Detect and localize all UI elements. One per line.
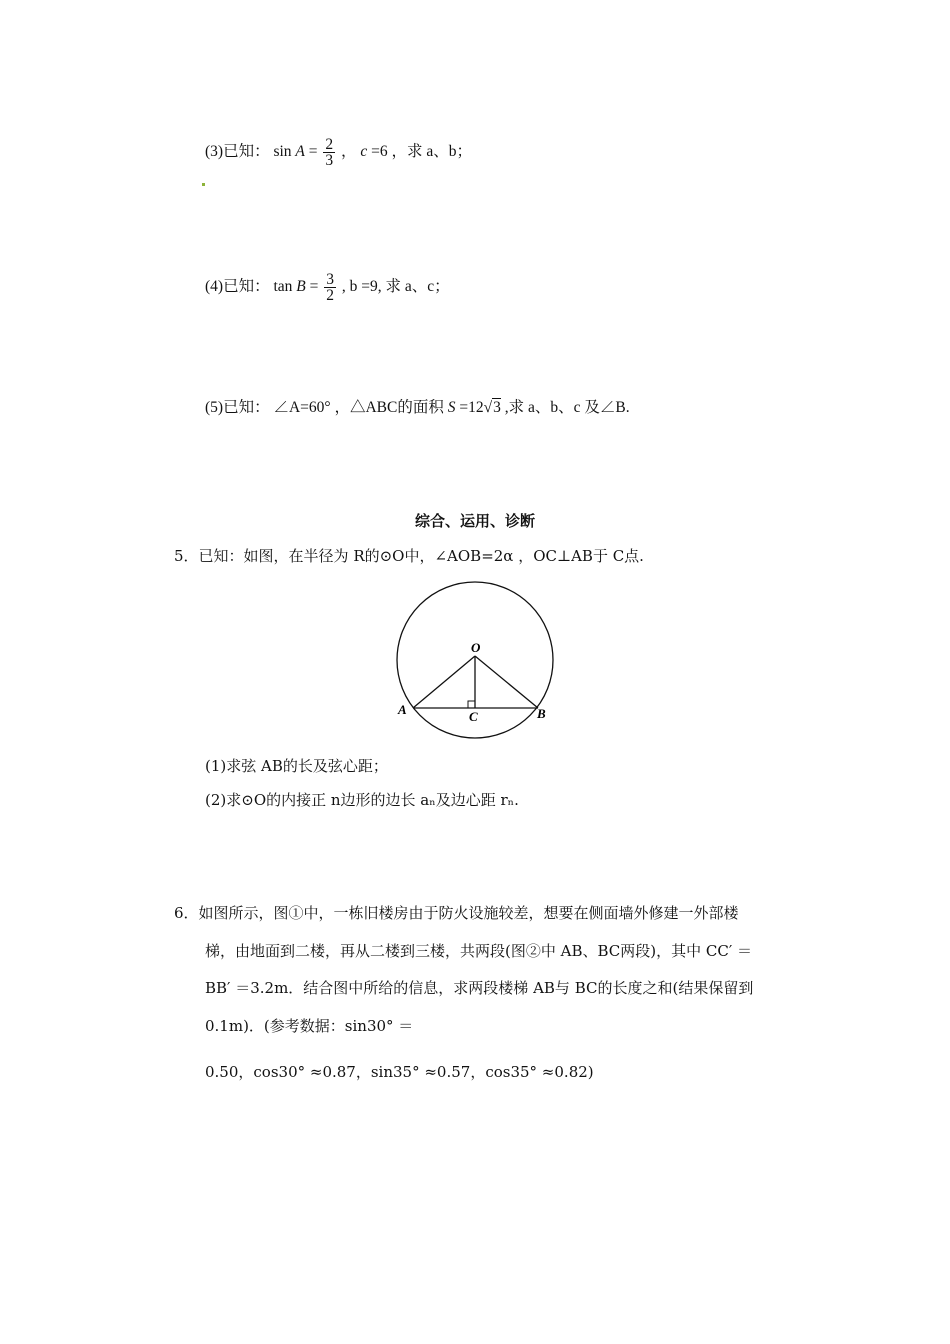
q5-angle: ∠A=60° [273, 399, 331, 416]
q4-eq: = [309, 278, 319, 296]
problem-5-stem: 5．已知：如图，在半径为 R的⊙O中，∠AOB=2α ，OC⊥AB于 C点. [174, 547, 644, 565]
q3-fn: sin [273, 143, 292, 161]
radius-ob [475, 656, 538, 708]
q3-denominator: 3 [325, 152, 334, 169]
q3-prefix: (3)已知： [205, 143, 270, 161]
problem-6-line-1: 6．如图所示，图①中，一栋旧楼房由于防火设施较差，想要在侧面墙外修建一外部楼 [174, 904, 739, 922]
radius-oa [413, 656, 475, 708]
q3-eq: = [308, 143, 318, 161]
q3-fraction [323, 137, 335, 168]
problem-5-sub1: (1)求弦 AB的长及弦心距； [205, 757, 388, 775]
stray-dot [202, 183, 205, 186]
label-b: B [537, 706, 546, 721]
q3-cval: =6 [371, 143, 388, 161]
q3-numerator: 2 [325, 136, 334, 153]
q4-ask: 求 a、c； [385, 278, 450, 296]
label-o: O [471, 640, 481, 655]
q5-prefix: (5)已知： [205, 399, 270, 416]
q5-mid: ，△ABC的面积 [334, 399, 444, 416]
problem-6-line-3: BB′ ＝3.2m．结合图中所给的信息，求两段楼梯 AB与 BC的长度之和(结果保留到 [205, 979, 754, 997]
problem-6-line-5: 0.50，cos30° ≈0.87，sin35° ≈0.57，cos35° ≈0.82) [205, 1063, 594, 1081]
q4-cond: , b =9, [341, 278, 382, 296]
q5-root: 3 [493, 399, 501, 416]
q4-denominator: 2 [326, 287, 334, 304]
question-3 [205, 137, 472, 168]
label-a: A [398, 702, 407, 717]
problem-5-sub2: (2)求⊙O的内接正 n边形的边长 aₙ及边心距 rₙ. [205, 791, 519, 809]
q4-numerator: 3 [326, 271, 334, 288]
problem-6-line-2: 梯，由地面到二楼，再从二楼到三楼，共两段(图②中 AB、BC两段)，其中 CC′ ＝ [205, 942, 753, 960]
q3-var: A [295, 143, 305, 161]
q3-cvar: c [360, 143, 368, 161]
question-4 [205, 272, 450, 303]
problem-6-line-4: 0.1m)．(参考数据：sin30° ＝ [205, 1017, 414, 1035]
q4-prefix: (4)已知： [205, 278, 270, 296]
label-c: C [469, 709, 478, 724]
q5-ask: ,求 a、b、c 及∠B. [504, 399, 630, 416]
q3-ask: ，求 a、b； [391, 143, 473, 161]
q4-var: B [296, 278, 306, 296]
circle-figure [387, 580, 567, 740]
q4-fn: tan [273, 278, 293, 296]
q3-comma: ， [341, 143, 357, 161]
right-angle-mark [468, 701, 475, 708]
q5-seq: =12 [459, 399, 484, 416]
section-heading: 综合、运用、诊断 [414, 512, 535, 530]
question-5-part: (5)已知： ∠A=60° ，△ABC的面积 S =12√3 ,求 a、b、c 及∠B. [205, 399, 630, 416]
q4-fraction [324, 272, 336, 303]
q5-svar: S [447, 399, 456, 416]
